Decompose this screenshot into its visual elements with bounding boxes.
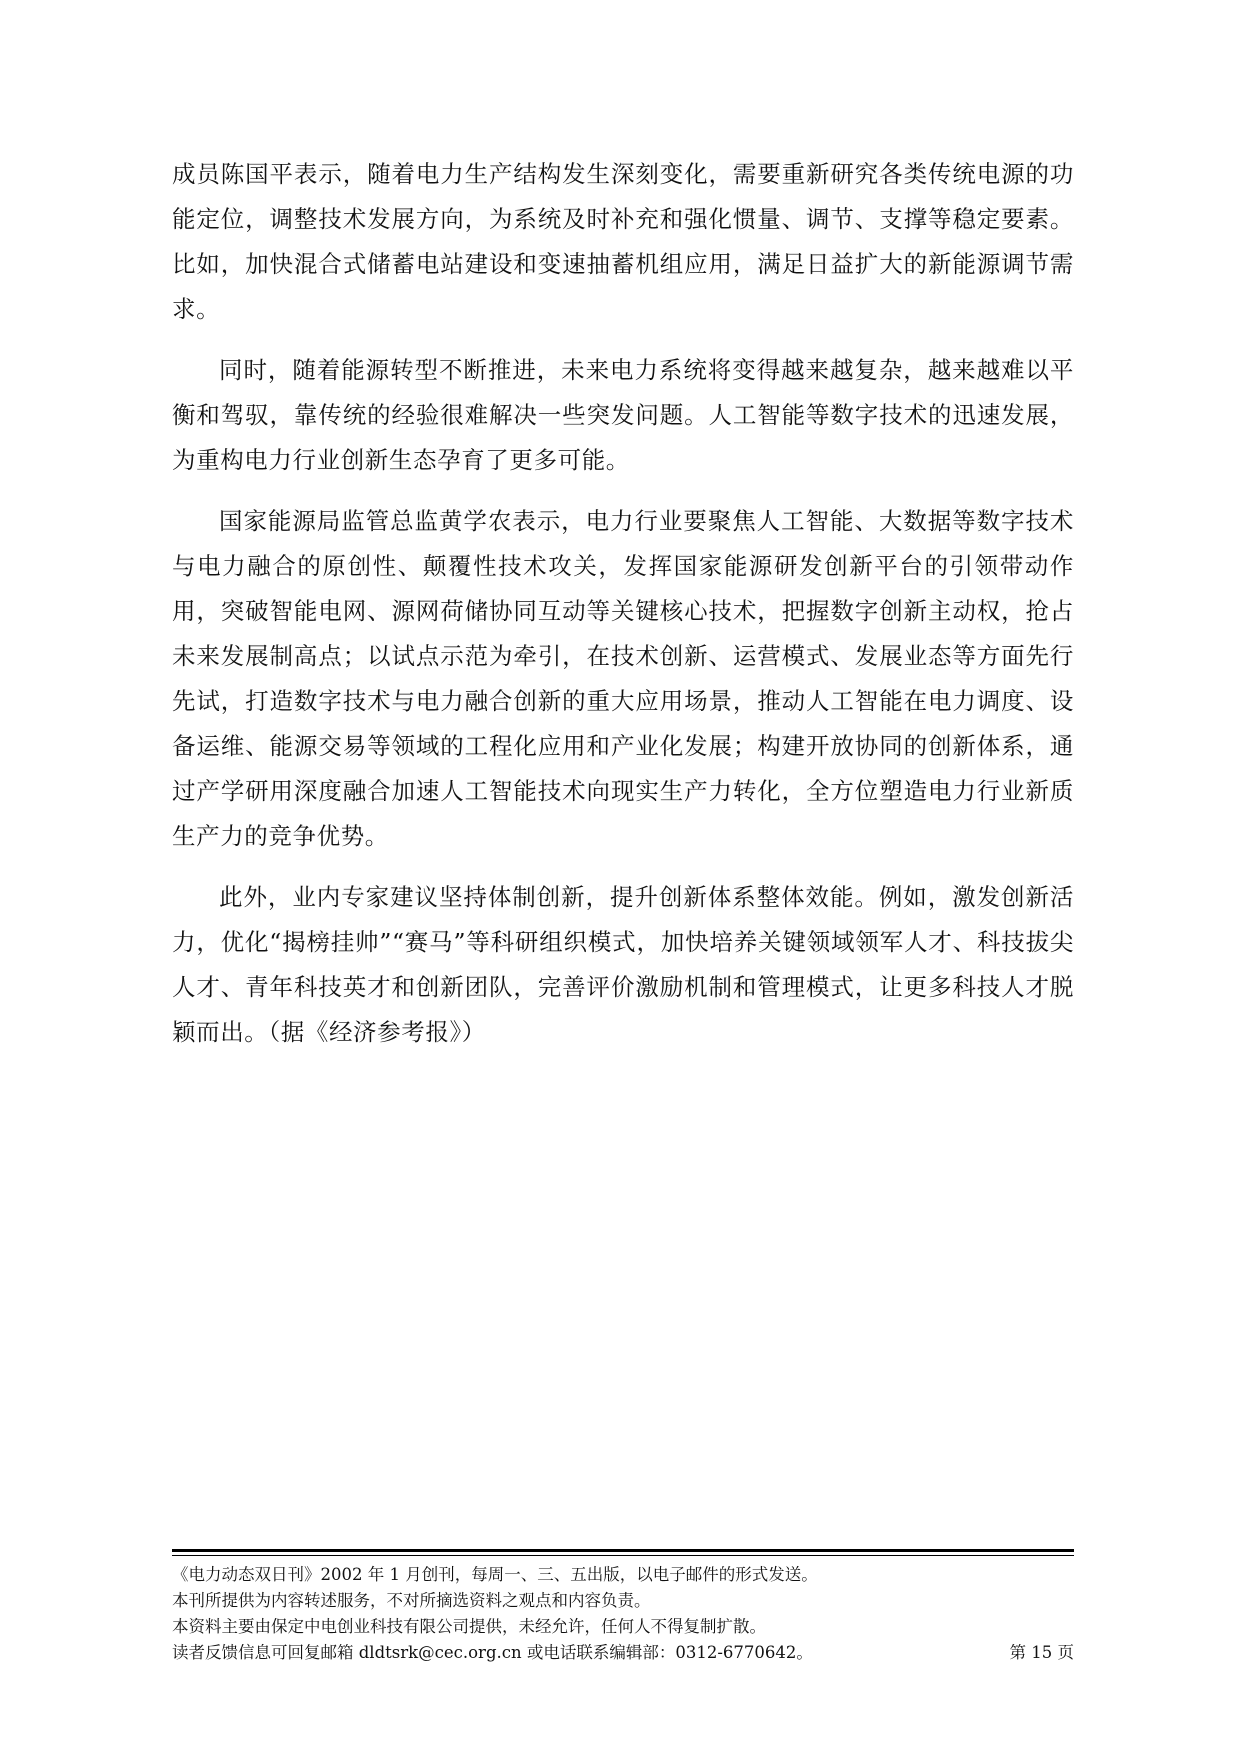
article-paragraph-4: 此外，业内专家建议坚持体制创新，提升创新体系整体效能。例如，激发创新活力，优化“揭榜挂帅”“赛马”等科研组织模式，加快培养关键领域领军人才、科技拔尖人才、青年科技英才和创新团队，完善评价激励机制和管理模式，让更多科技人才脱颖而出。（据《经济参考报》） [172, 883, 1074, 1046]
page-number: 第 15 页 [1009, 1643, 1074, 1662]
article-paragraph-3: 国家能源局监管总监黄学农表示，电力行业要聚焦人工智能、大数据等数字技术与电力融合的原创性、颠覆性技术攻关，发挥国家能源研发创新平台的引领带动作用，突破智能电网、源网荷储协同互动等关键核心技术，把握数字创新主动权，抢占未来发展制高点；以试点示范为牵引，在技术创新、运营模式、发展业态等方面先行先试，打造数字技术与电力融合创新的重大应用场景，推动人工智能在电力调度、设备运维、能源交易等领域的工程化应用和产业化发展；构建开放协同的创新体系，通过产学研用深度融合加速人工智能技术向现实生产力转化，全方位塑造电力行业新质生产力的竞争优势。 [172, 507, 1074, 850]
footer-copyright: 本资料主要由保定中电创业科技有限公司提供，未经允许，任何人不得复制扩散。 [172, 1617, 766, 1636]
article-body [172, 152, 1074, 1071]
footer-divider-thin [172, 1555, 1074, 1556]
footer-publication-info: 《电力动态双日刊》2002 年 1 月创刊，每周一、三、五出版，以电子邮件的形式发送。 [172, 1565, 818, 1584]
footer-divider-thick [172, 1549, 1074, 1552]
page-footer [172, 1549, 1074, 1666]
footer-contact-row [172, 1640, 1074, 1666]
article-paragraph-2: 同时，随着能源转型不断推进，未来电力系统将变得越来越复杂，越来越难以平衡和驾驭，靠传统的经验很难解决一些突发问题。人工智能等数字技术的迅速发展，为重构电力行业创新生态孕育了更多可能。 [172, 356, 1074, 474]
article-paragraph-1: 成员陈国平表示，随着电力生产结构发生深刻变化，需要重新研究各类传统电源的功能定位，调整技术发展方向，为系统及时补充和强化惯量、调节、支撑等稳定要素。比如，加快混合式储蓄电站建设和变速抽蓄机组应用，满足日益扩大的新能源调节需求。 [172, 160, 1074, 323]
footer-disclaimer: 本刊所提供为内容转述服务，不对所摘选资料之观点和内容负责。 [172, 1591, 651, 1610]
footer-contact: 读者反馈信息可回复邮箱 dldtsrk@cec.org.cn 或电话联系编辑部：0312-6770642。 [172, 1643, 813, 1662]
